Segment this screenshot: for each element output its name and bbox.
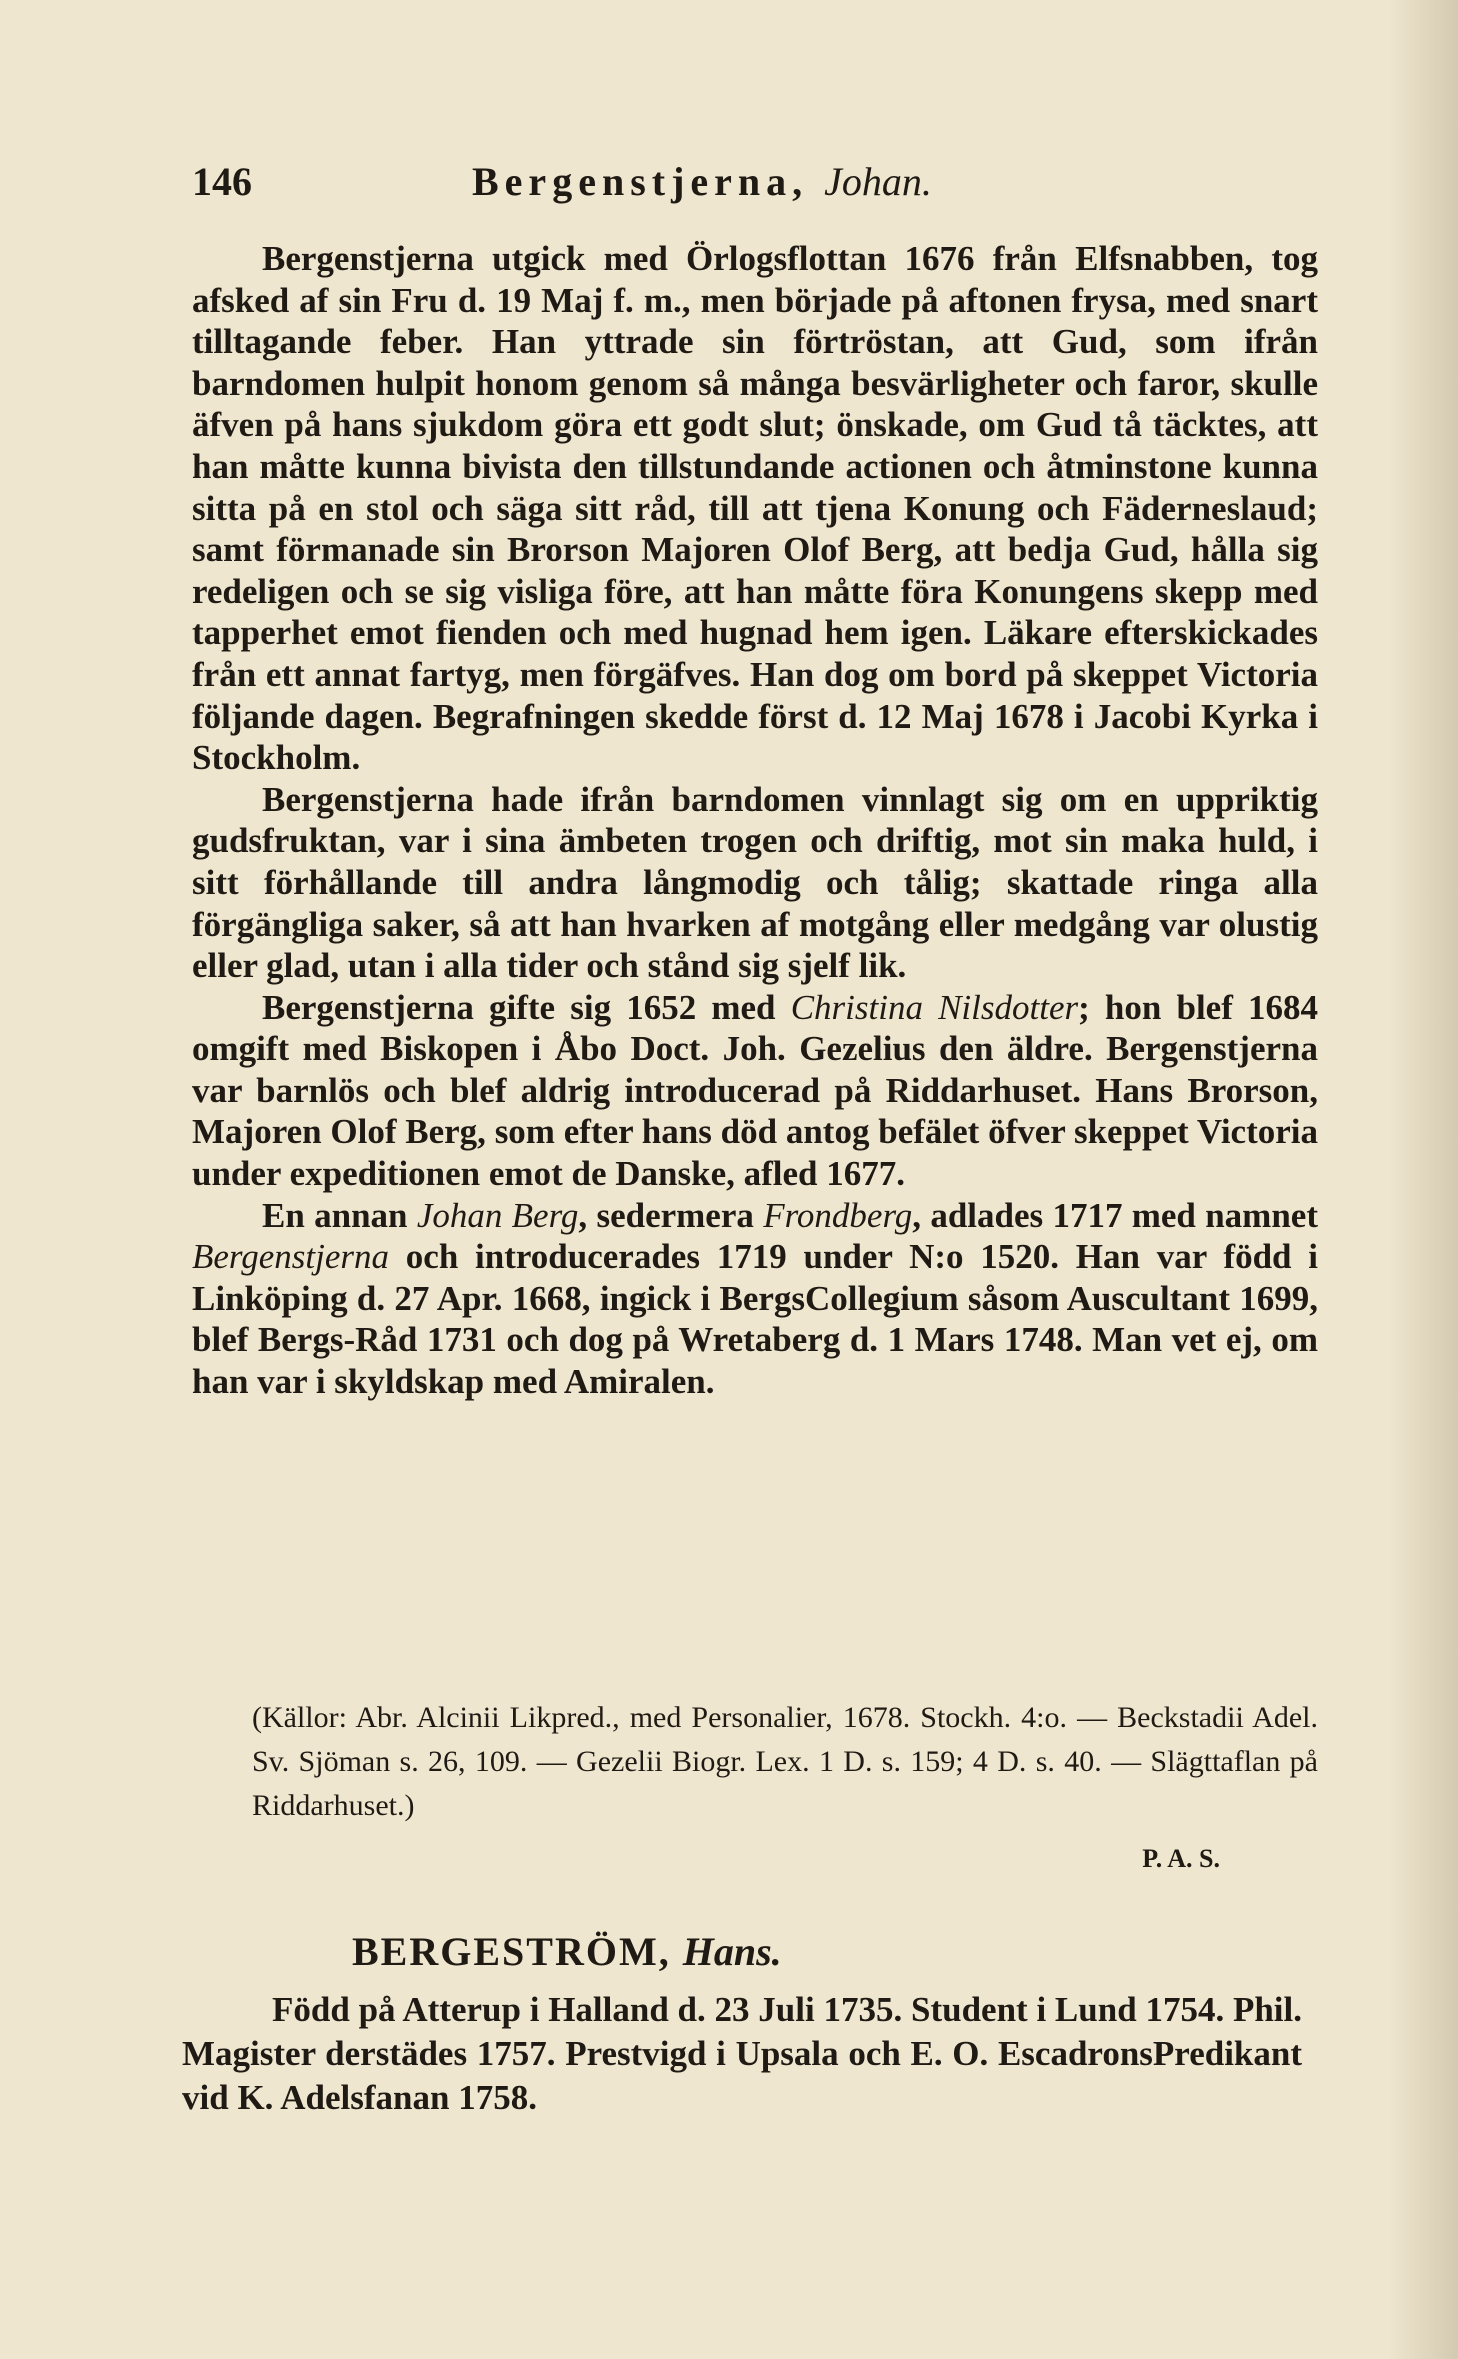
author-signature: P. A. S. [1142,1844,1220,1873]
person-name: Frondberg [763,1195,913,1235]
running-header [192,158,1292,208]
paragraph-1: Bergenstjerna utgick med Örlogsflottan 1676 från Elfsnabben, tog afsked af sin Fru d. 19 Maj f. m., men började på aftonen frysa, med snart tilltagande feber. Han yttrade sin förtröstan, att Gud, som ifrån barndomen hulpit honom genom så många besvärligheter och faror, skulle äfven på hans sjukdom göra ett godt slut; önskade, om Gud tå täcktes, att han måtte kunna bivista den tillstundande actionen och åtminstone kunna sitta på en stol och säga sitt råd, till att tjena Konung och Fäderneslaud; samt förmanade sin Brorson Majoren Olof Berg, att bedja Gud, hålla sig redeligen och se sig visliga före, att han måtte föra Konungens skepp med tapperhet emot fienden och med hugnad hem igen. Läkare efterskickades från ett annat fartyg, men förgäfves. Han dog om bord på skeppet Victoria följande dagen. Begrafningen skedde först d. 12 Maj 1678 i Jacobi Kyrka i Stockholm. [192,239,1318,778]
page-edge-shadow [1388,0,1458,2359]
entry-heading: BERGESTRÖM, Hans. [352,1929,782,1974]
running-head: Bergenstjerna, Johan. [472,159,932,204]
paragraph-2: Bergenstjerna hade ifrån barndomen vinnlagt sig om en uppriktig gudsfruktan, var i sina ämbeten trogen och driftig, mot sin maka huld, i sitt förhållande till andra långmodig och tålig; skattade ringa alla förgängliga saker, så att han hvarken af motgång eller medgång var olustig eller glad, utan i alla tider och stånd sig sjelf lik. [192,779,1318,986]
paragraph-4: En annan Johan Berg, sedermera Frondberg, adlades 1717 med namnet Bergenstjerna och introducerades 1719 under N:o 1520. Han var född i Linköping d. 27 Apr. 1668, ingick i BergsCollegium såsom Auscultant 1699, blef Bergs-Råd 1731 och dog på Wretaberg d. 1 Mars 1748. Man vet ej, om han var i skyldskap med Amiralen. [192,1195,1319,1402]
sources-note: (Källor: Abr. Alcinii Likpred., med Personalier, 1678. Stockh. 4:o. — Beckstadii Adel. Sv. Sjöman s. 26, 109. — Gezelii Biogr. Lex. 1 D. s. 159; 4 D. s. 40. — Slägttaflan på Riddarhuset.) [252,1701,1318,1822]
article-body [192,238,1318,1403]
entry-body [182,1988,1302,2120]
person-name: Christina Nilsdotter [790,987,1079,1027]
person-name: Johan Berg [416,1195,579,1235]
person-name: Bergenstjerna [192,1237,389,1277]
entry-paragraph: Född på Atterup i Halland d. 23 Juli 1735. Student i Lund 1754. Phil. Magister derstädes 1757. Prestvigd i Upsala och E. O. EscadronsPredikant vid K. Adelsfanan 1758. [182,1990,1302,2117]
page-number: 146 [192,159,252,204]
paragraph-3: Bergenstjerna gifte sig 1652 med Christina Nilsdotter; hon blef 1684 omgift med Biskopen i Åbo Doct. Joh. Gezelius den äldre. Bergenstjerna var barnlös och blef aldrig introducerad på Riddarhuset. Hans Brorson, Majoren Olof Berg, som efter hans död antog befälet öfver skeppet Victoria under expeditionen emot de Danske, afled 1677. [192,987,1319,1194]
